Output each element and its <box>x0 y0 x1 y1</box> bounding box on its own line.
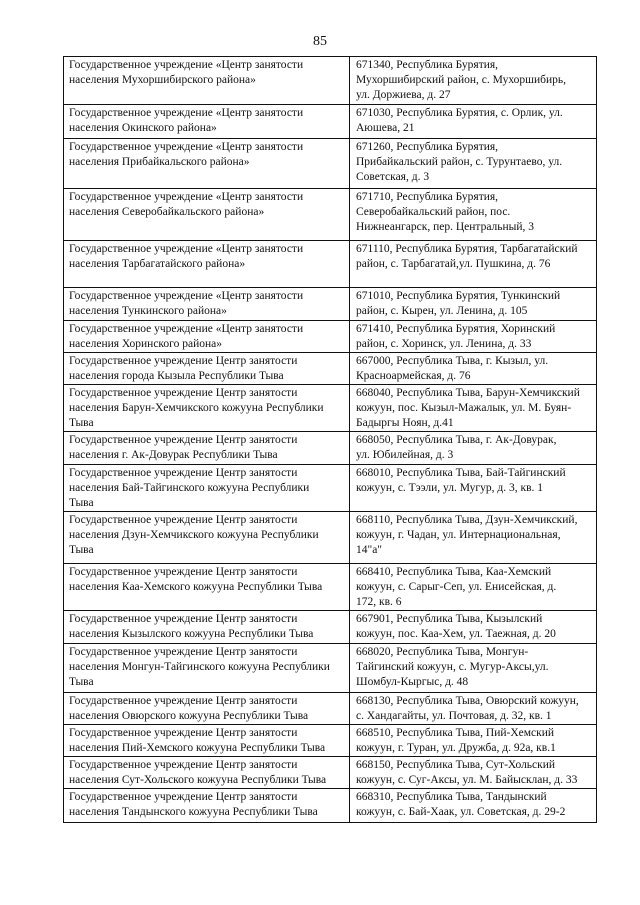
institution-name-line: населения Хоринского района» <box>69 338 222 350</box>
table-row <box>64 353 597 385</box>
address-line: Тайгинский кожуун, с. Мугур-Аксы,ул. <box>356 661 549 673</box>
institution-name-line: Государственное учреждение «Центр занятости <box>69 59 304 71</box>
institution-name-line: населения Северобайкальского района» <box>69 206 265 218</box>
institution-name-line: населения Тарбагатайского района» <box>69 258 246 270</box>
institution-name-line: населения Дзун-Хемчикского кожууна Республики <box>69 529 319 541</box>
address-line: Северобайкальский район, пос. <box>356 206 511 218</box>
address-cell <box>350 353 597 385</box>
table-row <box>64 512 597 564</box>
address-cell <box>350 611 597 644</box>
institution-name-line: Государственное учреждение «Центр занятости <box>69 107 304 119</box>
address-line: кожуун, с. Сарыг-Сеп, ул. Енисейская, д. <box>356 581 557 593</box>
address-cell <box>350 644 597 693</box>
address-line: 668050, Республика Тыва, г. Ак-Довурак, <box>356 434 557 446</box>
address-cell <box>350 288 597 321</box>
institution-name-cell <box>64 353 350 385</box>
address-line: 671030, Республика Бурятия, с. Орлик, ул. <box>356 107 563 119</box>
address-cell <box>350 57 597 105</box>
institution-name-line: населения Кызылского кожууна Республики Тыва <box>69 628 314 640</box>
institution-name-line: населения г. Ак-Довурак Республики Тыва <box>69 449 278 461</box>
address-line: район, с. Кырен, ул. Ленина, д. 105 <box>356 305 528 317</box>
institution-name-line: Государственное учреждение Центр занятости <box>69 387 298 399</box>
institution-name-line: Государственное учреждение «Центр занятости <box>69 323 304 335</box>
table-row <box>64 57 597 105</box>
institution-name-cell <box>64 757 350 789</box>
table-row <box>64 693 597 725</box>
address-line: ул. Юбилейная, д. 3 <box>356 449 454 461</box>
institution-name-cell <box>64 105 350 139</box>
table-body <box>64 57 597 823</box>
institution-name-cell <box>64 385 350 432</box>
institution-name-cell <box>64 288 350 321</box>
address-cell <box>350 385 597 432</box>
institution-name-cell <box>64 189 350 241</box>
address-line: 671260, Республика Бурятия, <box>356 141 499 153</box>
institution-name-line: Государственное учреждение Центр занятости <box>69 791 298 803</box>
institution-name-line: Государственное учреждение «Центр занятости <box>69 243 304 255</box>
institution-name-line: Государственное учреждение Центр занятости <box>69 613 298 625</box>
institution-name-cell <box>64 241 350 288</box>
address-line: кожуун, пос. Кызыл-Мажалык, ул. М. Буян- <box>356 402 572 414</box>
address-line: 671340, Республика Бурятия, <box>356 59 499 71</box>
address-cell <box>350 241 597 288</box>
institution-name-line: населения Тандынского кожууна Республики Тыва <box>69 806 318 818</box>
institution-name-line: населения Тункинского района» <box>69 305 227 317</box>
institution-name-cell <box>64 321 350 353</box>
address-cell <box>350 432 597 465</box>
address-cell <box>350 465 597 512</box>
institution-name-cell <box>64 611 350 644</box>
address-line: Мухоршибирский район, с. Мухоршибирь, <box>356 74 567 86</box>
institution-name-cell <box>64 693 350 725</box>
address-line: 671110, Республика Бурятия, Тарбагатайский <box>356 243 578 255</box>
table-row <box>64 564 597 611</box>
table-row <box>64 432 597 465</box>
table-row <box>64 385 597 432</box>
institution-name-cell <box>64 57 350 105</box>
address-line: 671710, Республика Бурятия, <box>356 191 499 203</box>
employment-centers-table <box>63 56 597 823</box>
institution-name-line: населения Барун-Хемчикского кожууна Республики <box>69 402 324 414</box>
table-row <box>64 725 597 757</box>
address-line: 668110, Республика Тыва, Дзун-Хемчикский, <box>356 514 578 526</box>
institution-name-line: Тыва <box>69 417 94 429</box>
address-cell <box>350 105 597 139</box>
address-line: 668150, Республика Тыва, Сут-Хольский <box>356 759 556 771</box>
institution-name-line: Тыва <box>69 544 94 556</box>
address-line: район, с. Тарбагатай,ул. Пушкина, д. 76 <box>356 258 551 270</box>
institution-name-line: населения Овюрского кожууна Республики Тыва <box>69 710 309 722</box>
institution-name-line: Государственное учреждение «Центр занятости <box>69 191 304 203</box>
address-line: кожуун, с. Тээли, ул. Мугур, д. 3, кв. 1 <box>356 482 544 494</box>
address-line: 671410, Республика Бурятия, Хоринский <box>356 323 556 335</box>
table-row <box>64 757 597 789</box>
address-line: кожуун, г. Туран, ул. Дружба, д. 92а, кв.1 <box>356 742 556 754</box>
address-cell <box>350 321 597 353</box>
institution-name-line: населения Бай-Тайгинского кожууна Республики <box>69 482 310 494</box>
address-line: 172, кв. 6 <box>356 596 402 608</box>
address-line: 668040, Республика Тыва, Барун-Хемчикский <box>356 387 580 399</box>
institution-name-cell <box>64 139 350 189</box>
address-line: 667901, Республика Тыва, Кызылский <box>356 613 543 625</box>
address-line: Прибайкальский район, с. Турунтаево, ул. <box>356 156 563 168</box>
institution-name-line: Тыва <box>69 497 94 509</box>
address-line: 668410, Республика Тыва, Каа-Хемский <box>356 566 552 578</box>
address-line: кожуун, г. Чадан, ул. Интернациональная, <box>356 529 561 541</box>
address-cell <box>350 725 597 757</box>
institution-name-cell <box>64 564 350 611</box>
table-row <box>64 288 597 321</box>
institution-name-line: Государственное учреждение Центр занятости <box>69 467 298 479</box>
address-line: кожуун, с. Суг-Аксы, ул. М. Байысклан, д. 33 <box>356 774 578 786</box>
address-cell <box>350 693 597 725</box>
institution-name-line: населения Монгун-Тайгинского кожууна Республики <box>69 661 330 673</box>
table-row <box>64 321 597 353</box>
institution-name-line: Государственное учреждение Центр занятости <box>69 434 298 446</box>
table-row <box>64 644 597 693</box>
institution-name-line: Государственное учреждение Центр занятости <box>69 514 298 526</box>
address-line: 668130, Республика Тыва, Овюрский кожуун, <box>356 695 579 707</box>
address-line: 668010, Республика Тыва, Бай-Тайгинский <box>356 467 566 479</box>
institution-name-cell <box>64 789 350 823</box>
institution-name-line: населения Каа-Хемского кожууна Республики Тыва <box>69 581 323 593</box>
address-cell <box>350 757 597 789</box>
table-row <box>64 189 597 241</box>
institution-name-line: Государственное учреждение Центр занятости <box>69 727 298 739</box>
address-line: 14"а" <box>356 544 382 556</box>
institution-name-cell <box>64 644 350 693</box>
institution-name-line: Государственное учреждение «Центр занятости <box>69 141 304 153</box>
address-line: кожуун, пос. Каа-Хем, ул. Таежная, д. 20 <box>356 628 556 640</box>
institution-name-line: населения Прибайкальского района» <box>69 156 250 168</box>
address-line: с. Хандагайты, ул. Почтовая, д. 32, кв. 1 <box>356 710 552 722</box>
table-row <box>64 105 597 139</box>
institution-name-line: Государственное учреждение Центр занятости <box>69 695 298 707</box>
table-row <box>64 241 597 288</box>
address-line: Советская, д. 3 <box>356 171 430 183</box>
address-line: ул. Доржиева, д. 27 <box>356 89 451 101</box>
address-cell <box>350 512 597 564</box>
table-row <box>64 789 597 823</box>
address-line: 667000, Республика Тыва, г. Кызыл, ул. <box>356 355 549 367</box>
address-cell <box>350 189 597 241</box>
institution-name-line: Государственное учреждение Центр занятости <box>69 759 298 771</box>
table-row <box>64 139 597 189</box>
institution-name-line: населения Окинского района» <box>69 122 217 134</box>
address-line: Шомбул-Кыргыс, д. 48 <box>356 676 469 688</box>
institution-name-cell <box>64 465 350 512</box>
address-line: 668510, Республика Тыва, Пий-Хемский <box>356 727 555 739</box>
institution-name-line: населения Сут-Хольского кожууна Республики Тыва <box>69 774 327 786</box>
address-line: район, с. Хоринск, ул. Ленина, д. 33 <box>356 338 532 350</box>
table-row <box>64 465 597 512</box>
address-line: 668020, Республика Тыва, Монгун- <box>356 646 529 658</box>
institution-name-line: населения Пий-Хемского кожууна Республики Тыва <box>69 742 326 754</box>
institution-name-cell <box>64 432 350 465</box>
institution-name-cell <box>64 725 350 757</box>
address-line: кожуун, с. Бай-Хаак, ул. Советская, д. 29-2 <box>356 806 566 818</box>
address-line: Аюшева, 21 <box>356 122 415 134</box>
institution-name-line: Тыва <box>69 676 94 688</box>
address-line: 668310, Республика Тыва, Тандынский <box>356 791 547 803</box>
address-line: 671010, Республика Бурятия, Тункинский <box>356 290 561 302</box>
institution-name-line: населения города Кызыла Республики Тыва <box>69 370 284 382</box>
institution-name-line: населения Мухоршибирского района» <box>69 74 256 86</box>
address-line: Красноармейская, д. 76 <box>356 370 471 382</box>
address-line: Нижнеангарск, пер. Центральный, 3 <box>356 221 535 233</box>
address-cell <box>350 139 597 189</box>
address-cell <box>350 564 597 611</box>
institution-name-cell <box>64 512 350 564</box>
address-cell <box>350 789 597 823</box>
institution-name-line: Государственное учреждение Центр занятости <box>69 646 298 658</box>
address-line: Бадыргы Ноян, д.41 <box>356 417 454 429</box>
institution-name-line: Государственное учреждение Центр занятости <box>69 566 298 578</box>
institution-name-line: Государственное учреждение Центр занятости <box>69 355 298 367</box>
page-number: 85 <box>313 34 327 49</box>
institution-name-line: Государственное учреждение «Центр занятости <box>69 290 304 302</box>
table-row <box>64 611 597 644</box>
